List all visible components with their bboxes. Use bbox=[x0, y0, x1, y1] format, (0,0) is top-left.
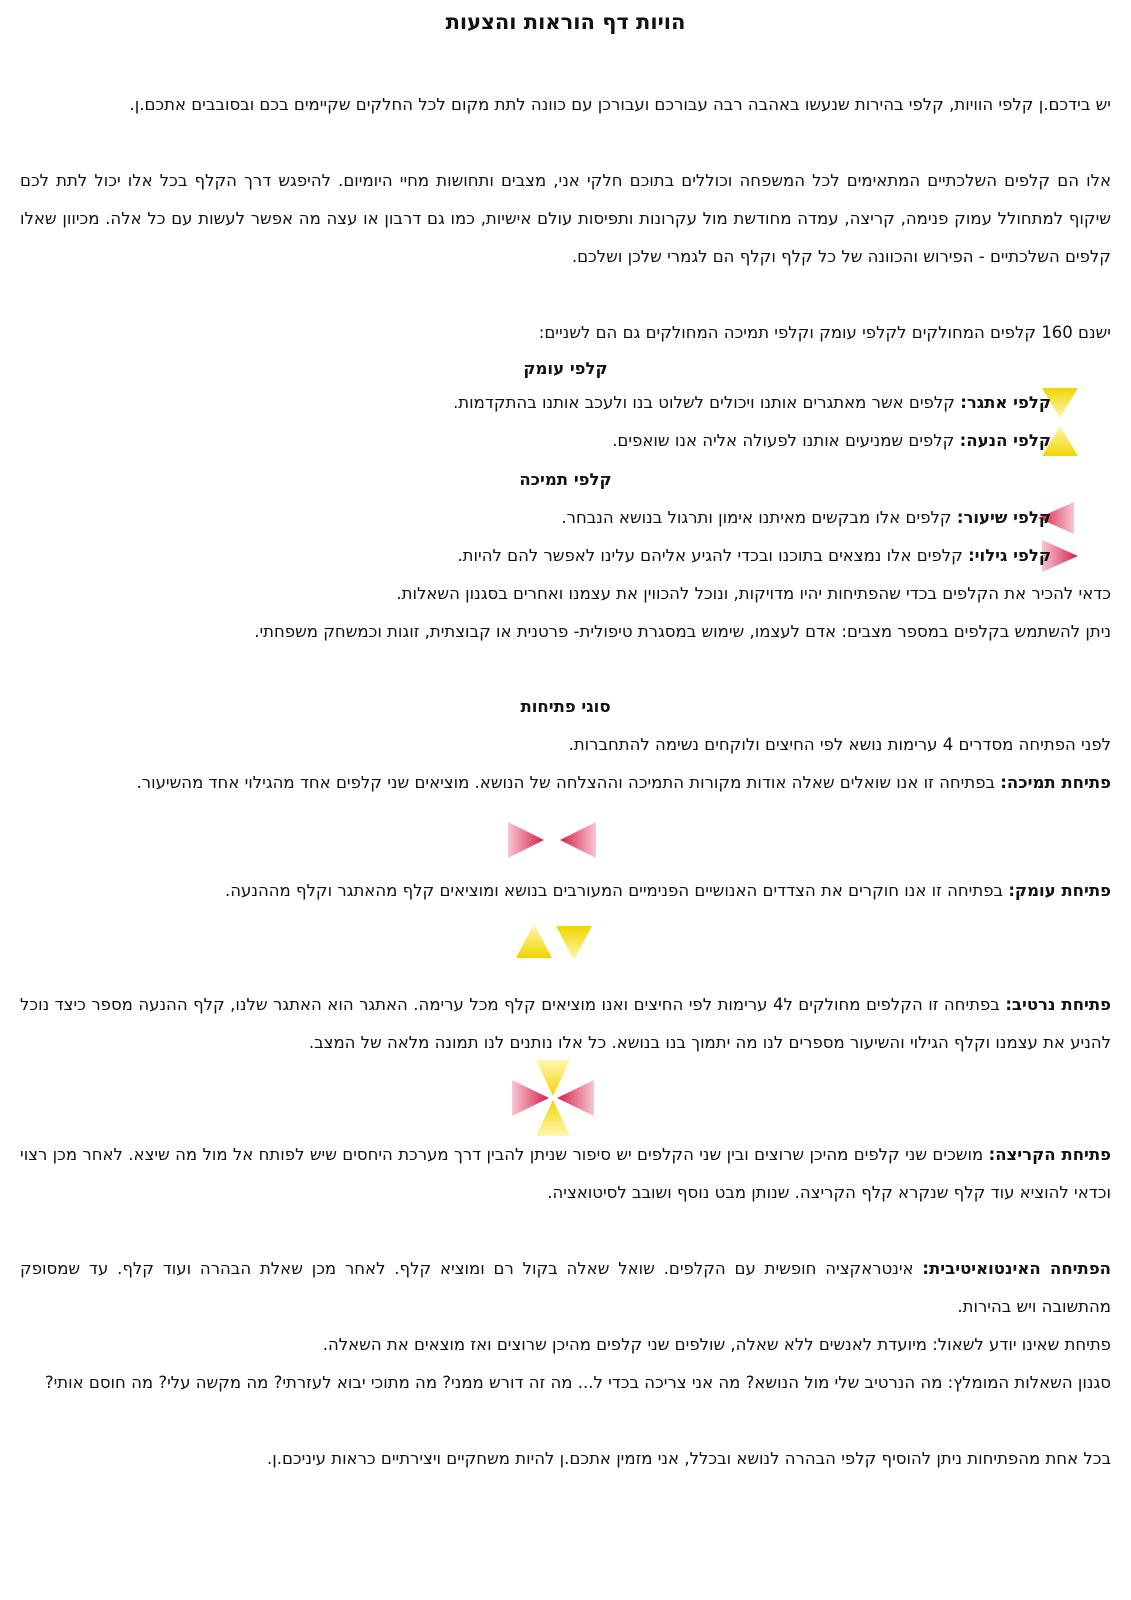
legend-challenge-name: קלפי אתגר bbox=[966, 393, 1051, 412]
recommended-questions: סגנון השאלות המומלץ: מה הנרטיב שלי מול הנושא? מה אני צריכה בכדי ל... מה זה דורש ממני? מה מתוכי יבוא לעזרתי? מה מקשה עלי? מה חוסם אותי? bbox=[44, 1373, 1111, 1392]
openings-heading: סוגי פתיחות bbox=[520, 697, 611, 716]
narrative-spread-icon bbox=[510, 1058, 596, 1138]
legend-lesson-desc: קלפים אלו מבקשים מאיתנו אימון ותרגול בנושא הנבחר. bbox=[561, 508, 952, 527]
legend-discovery-desc: קלפים אלו נמצאים בתוכנו ובכדי להגיע אליהם עלינו לאפשר להם להיות. bbox=[457, 546, 963, 565]
intro-paragraph-2: אלו הם קלפים השלכתיים המתאימים לכל המשפחה וכוללים בתוכם חלקי אני, מצבים ותחושות מחיי היומיום. להיפגש דרך הקלף בכל אלו יכול לתת לכם שיקוף למתחולל עמוק פנימה, קריצה, עמדה מחודשת מול עקרונות ותפיסות עולם אישיות, כמו גם דרבון או עצה מה אפשר לעשות עם כל אלה. מכיוון שאלו קלפים השלכתיים - הפירוש והכוונה של כל קלף וקלף הם לגמרי שלכן ושלכם. bbox=[20, 171, 1111, 266]
legend-motivation-name: קלפי הנעה bbox=[966, 431, 1051, 450]
legend-lesson: קלפי שיעור: קלפים אלו מבקשים מאיתנו אימון ותרגול בנושא הנבחר. bbox=[561, 508, 1051, 527]
opening-depth: פתיחת עומק: בפתיחה זו אנו חוקרים את הצדדים האנושיים הפנימיים המעורבים בנושא ומוציאים קלף מהאתגר וקלף מההנעה. bbox=[225, 881, 1111, 900]
intro-paragraph-1: יש בידכם.ן קלפי הוויות, קלפי בהירות שנעשו באהבה רבה עבורכם ועבורכן עם כוונה לתת מקום לכל החלקים שקיימים בכם ובסובבים אתכם.ן. bbox=[129, 95, 1111, 114]
opening-no-question: פתיחת שאינו יודע לשאול: מיועדת לאנשים ללא שאלה, שולפים שני קלפים מהיכן שרוצים ואז מוצאים את השאלה. bbox=[322, 1335, 1111, 1354]
legend-challenge-desc: קלפים אשר מאתגרים אותנו ויכולים לשלוט בנו ולעכב אותנו בהתקדמות. bbox=[453, 393, 955, 412]
legend-motivation-desc: קלפים שמניעים אותנו לפעולה אליה אנו שואפים. bbox=[612, 431, 955, 450]
opening-support-label: פתיחת תמיכה bbox=[1006, 773, 1111, 792]
support-cards-heading: קלפי תמיכה bbox=[519, 470, 612, 489]
intro-paragraph-3: ישנם 160 קלפים המחולקים לקלפי עומק וקלפי תמיכה המחולקים גם הם לשניים: bbox=[538, 323, 1111, 342]
depth-cards-heading: קלפי עומק bbox=[523, 359, 608, 378]
note-usage-situations: ניתן להשתמש בקלפים במספר מצבים: אדם לעצמו, שימוש במסגרת טיפולית- פרטנית או קבוצתית, זוגות וכמשחק משפחתי. bbox=[254, 622, 1111, 641]
opening-depth-text: בפתיחה זו אנו חוקרים את הצדדים האנושיים הפנימיים המעורבים בנושא ומוציאים קלף מהאתגר וקלף מההנעה. bbox=[225, 881, 1004, 900]
note-know-cards: כדאי להכיר את הקלפים בכדי שהפתיחות יהיו מדויקות, ונוכל להכווין את עצמנו ואחרים בסגנון השאלות. bbox=[396, 584, 1111, 603]
opening-support-text: בפתיחה זו אנו שואלים שאלה אודות מקורות התמיכה וההצלחה של הנושא. מוציאים שני קלפים אחד מהגילוי אחד מהשיעור. bbox=[136, 773, 996, 792]
opening-wink-label: פתיחת הקריצה bbox=[995, 1145, 1112, 1164]
opening-narrative: פתיחת נרטיב: בפתיחה זו הקלפים מחולקים ל4 ערימות לפי החיצים ואנו מוציאים קלף מכל ערימה. האתגר הוא האתגר שלנו, קלף ההנעה מספר כיצד נוכל להניע את עצמנו וקלף הגילוי והשיעור מספרים לנו מה יתמוך בנו בנושא. כל אלו נותנים לנו תמונה מלאה של המצב. bbox=[20, 995, 1112, 1052]
opening-depth-label: פתיחת עומק bbox=[1014, 881, 1111, 900]
opening-support: פתיחת תמיכה: בפתיחה זו אנו שואלים שאלה אודות מקורות התמיכה וההצלחה של הנושא. מוציאים שני קלפים אחד מהגילוי אחד מהשיעור. bbox=[136, 773, 1111, 792]
opening-narrative-label: פתיחת נרטיב bbox=[1011, 995, 1112, 1014]
opening-intuitive: הפתיחה האינטואיטיבית: אינטראקציה חופשית עם הקלפים. שואל שאלה בקול רם ומוציא קלף. לאחר מכן שאלת הבהרה ועוד קלף. עד שמסופק מהתשובה ויש בהירות. bbox=[20, 1259, 1112, 1316]
opening-narrative-text: בפתיחה זו הקלפים מחולקים ל4 ערימות לפי החיצים ואנו מוציאים קלף מכל ערימה. האתגר הוא האתגר שלנו, קלף ההנעה מספר כיצד נוכל להניע את עצמנו וקלף הגילוי והשיעור מספרים לנו מה יתמוך בנו בנושא. כל אלו נותנים לנו תמונה מלאה של המצב. bbox=[20, 995, 1111, 1052]
depth-spread-icon bbox=[514, 922, 594, 962]
opening-wink-text: מושכים שני קלפים מהיכן שרוצים ובין שני הקלפים יש סיפור שניתן להבין דרך מערכת היחסים שיש לפותח אל מול מה שיצא. לאחר מכן רצוי וכדאי להוציא עוד קלף שנקרא קלף הקריצה. שנותן מבט נוסף ושובב לסיטואציה. bbox=[20, 1145, 1111, 1202]
legend-motivation: קלפי הנעה: קלפים שמניעים אותנו לפעולה אליה אנו שואפים. bbox=[612, 431, 1051, 450]
opening-intuitive-text: אינטראקציה חופשית עם הקלפים. שואל שאלה בקול רם ומוציא קלף. לאחר מכן שאלת הבהרה ועוד קלף. עד שמסופק מהתשובה ויש בהירות. bbox=[20, 1259, 1111, 1316]
page-title: הויות דף הוראות והצעות bbox=[445, 10, 686, 34]
legend-challenge: קלפי אתגר: קלפים אשר מאתגרים אותנו ויכולים לשלוט בנו ולעכב אותנו בהתקדמות. bbox=[453, 393, 1051, 412]
openings-preparation: לפני הפתיחה מסדרים 4 ערימות נושא לפי החיצים ולוקחים נשימה להתחברות. bbox=[568, 735, 1111, 754]
legend-lesson-name: קלפי שיעור bbox=[963, 508, 1051, 527]
opening-intuitive-label: הפתיחה האינטואיטיבית bbox=[929, 1259, 1112, 1278]
closing-note: בכל אחת מהפתיחות ניתן להוסיף קלפי הבהרה לנושא ובכלל, אני מזמין אתכם.ן להיות משחקיים ויצירתיים כראות עיניכם.ן. bbox=[267, 1449, 1111, 1468]
legend-discovery-name: קלפי גילוי bbox=[974, 546, 1051, 565]
opening-wink: פתיחת הקריצה: מושכים שני קלפים מהיכן שרוצים ובין שני הקלפים יש סיפור שניתן להבין דרך מערכת היחסים שיש לפותח אל מול מה שיצא. לאחר מכן רצוי וכדאי להוציא עוד קלף שנקרא קלף הקריצה. שנותן מבט נוסף ושובב לסיטואציה. bbox=[20, 1145, 1112, 1202]
support-spread-icon bbox=[506, 820, 598, 860]
legend-discovery: קלפי גילוי: קלפים אלו נמצאים בתוכנו ובכדי להגיע אליהם עלינו לאפשר להם להיות. bbox=[457, 546, 1051, 565]
